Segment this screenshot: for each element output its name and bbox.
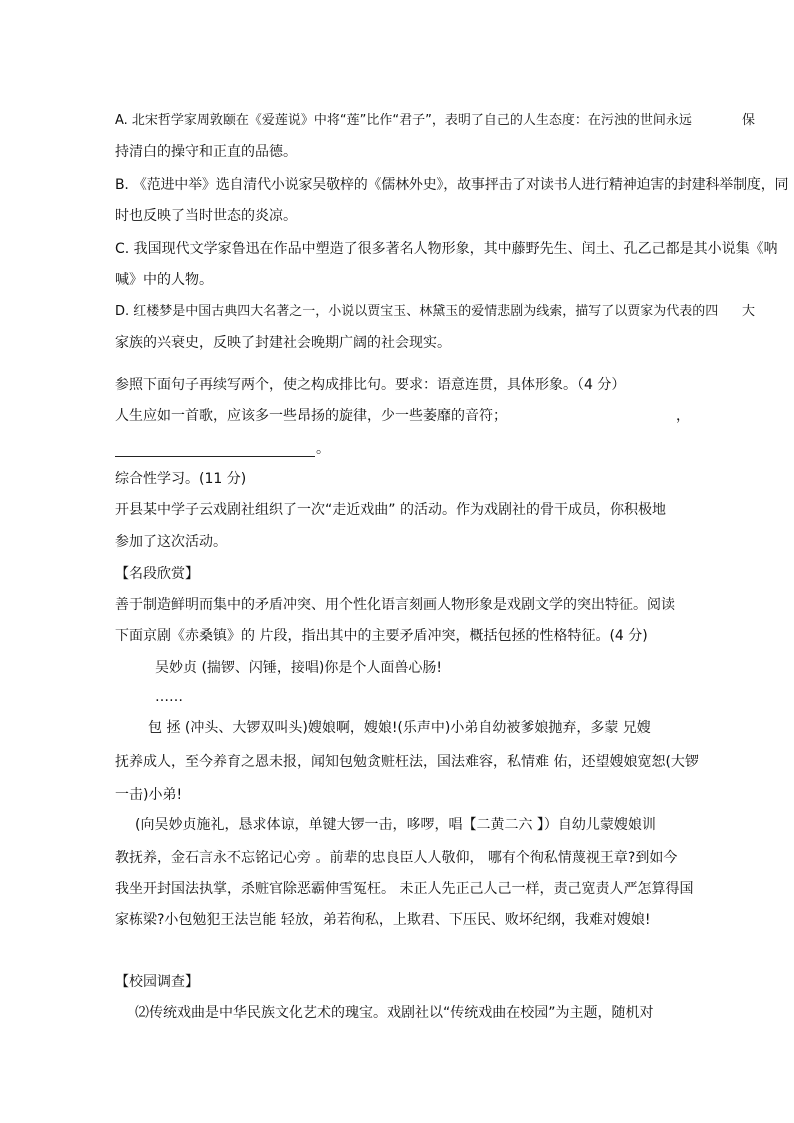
option-d-line1: D. 红楼梦是中国古典四大名著之一，小说以贾宝玉、林黛玉的爱情悲剧为线索，描写了以贾家为代表的四 [115, 304, 719, 319]
appreciation-line1: 善于制造鲜明而集中的矛盾冲突、用个性化语言刻画人物形象是戏剧文学的突出特征。阅读 [115, 597, 675, 613]
option-d-line1-tail: 大 [742, 304, 756, 319]
option-b-line1: B. 《范进中举》选自清代小说家吴敬梓的《儒林外史》，故事抨击了对读书人进行精神迫害的封建科举制度，同 [115, 177, 789, 193]
script-bao-line7: 家栋梁?小包勉犯王法岂能 轻放，弟若徇私，上欺君、下压民、败坏纪纲，我难对嫂娘! [115, 912, 651, 928]
option-a-line1-tail: 保 [742, 113, 756, 128]
script-bao-line3: 一击)小弟! [115, 787, 183, 803]
script-bao-line4: (向吴妙贞施礼，恳求体谅，单键大锣一击，哆啰，唱【二黄二六 】）自幼儿蒙嫂娘训 [135, 817, 656, 833]
survey-line1: ⑵传统戏曲是中华民族文化艺术的瑰宝。戏剧社以“传统戏曲在校园”为主题，随机对 [135, 1005, 654, 1021]
parallel-example-sentence: 人生应如一首歌，应该多一些昂扬的旋律，少一些萎靡的音符； [115, 408, 507, 424]
option-a-line1: A. 北宋哲学家周敦颐在《爱莲说》中将“莲”比作“君子”，表明了自己的人生态度：在污浊的世间永远 [115, 113, 692, 128]
answer-blank-line [115, 456, 315, 457]
script-bao-line6: 我坐开封国法执掌，杀赃官除恶霸伸雪冤枉。 未正人先正己人己一样，责己宽责人严怎算得国 [115, 881, 694, 897]
option-c-line2: 喊》中的人物。 [115, 272, 213, 288]
parallel-question-prompt: 参照下面句子再续写两个，使之构成排比句。要求：语意连贯，具体形象。（4 分） [115, 377, 626, 393]
option-c-line1: C. 我国现代文学家鲁迅在作品中塑造了很多著名人物形象，其中藤野先生、闰土、孔乙己都是其小说集《呐 [115, 241, 778, 257]
study-intro-line2: 参加了这次活动。 [115, 534, 227, 550]
section-survey-title: 【校园调查】 [115, 974, 199, 990]
section-appreciation-title: 【名段欣赏】 [115, 566, 199, 582]
study-intro-line1: 开县某中学子云戏剧社组织了一次“走近戏曲” 的活动。作为戏剧社的骨干成员，你积极地 [115, 502, 666, 518]
answer-period: 。 [316, 441, 330, 457]
option-a-line2: 持清白的操守和正直的品德。 [115, 144, 297, 160]
option-d-line2: 家族的兴衰史，反映了封建社会晚期广阔的社会现实。 [115, 335, 451, 351]
study-title: 综合性学习。(11 分) [115, 471, 247, 487]
script-bao-line1: 包 拯 (冲头、大锣双叫头)嫂娘啊，嫂娘!(乐声中)小弟自幼被爹娘抛弃，多蒙 兄嫂 [148, 720, 651, 736]
option-b-line2: 时也反映了当时世态的炎凉。 [115, 208, 297, 224]
script-wu-line: 吴妙贞 (揣锣、闪锤，接唱)你是个人面兽心肠! [155, 660, 442, 676]
script-ellipsis: …… [155, 689, 183, 705]
script-bao-line2: 抚养成人，至今养育之恩未报，闻知包勉贪赃枉法，国法难容，私情难 佑，还望嫂娘宽恕(大锣 [115, 754, 699, 770]
script-bao-line5: 教抚养，金石言永不忘铭记心旁 。前辈的忠良臣人人敬仰， 哪有个徇私情蔑视王章?到如今 [115, 850, 678, 866]
answer-comma: ， [676, 408, 690, 424]
appreciation-line2: 下面京剧《赤桑镇》的 片段，指出其中的主要矛盾冲突，概括包拯的性格特征。(4 分) [115, 628, 648, 644]
